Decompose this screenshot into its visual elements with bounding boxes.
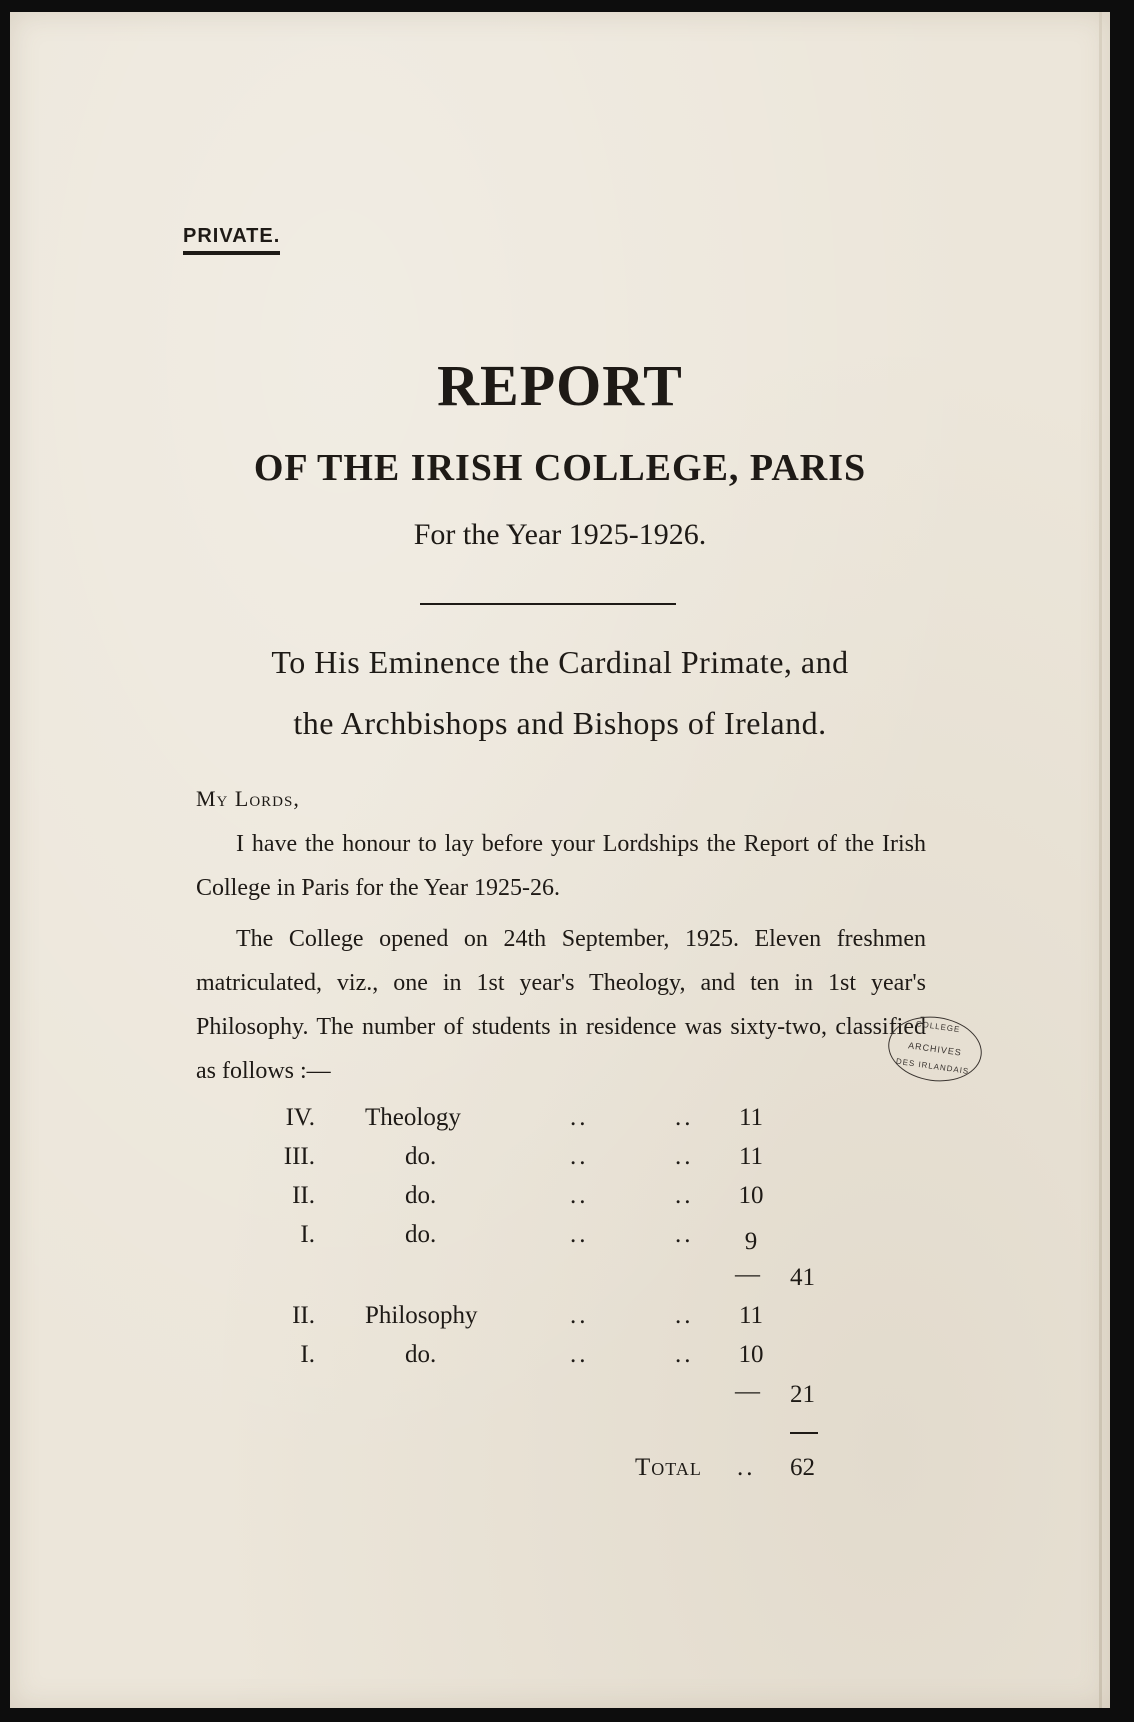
total-value: 62 xyxy=(790,1454,815,1481)
total-rule xyxy=(790,1432,818,1434)
leader-dots: .. xyxy=(570,1341,589,1368)
stamp-bottom-text: DES IRLANDAIS xyxy=(895,1056,970,1076)
page-edge xyxy=(1099,12,1102,1708)
student-count: 11 xyxy=(738,1143,764,1170)
student-count: 11 xyxy=(738,1104,764,1131)
report-title: REPORT xyxy=(437,353,683,418)
year-numeral: I. xyxy=(300,1341,315,1368)
stamp-top-text: COLLEGE xyxy=(915,1019,961,1035)
subtotal-dash: — xyxy=(735,1261,760,1288)
year-numeral: IV. xyxy=(285,1104,315,1131)
stamp-middle-text: ARCHIVES xyxy=(907,1040,963,1058)
department: do. xyxy=(405,1221,437,1248)
leader-dots: .. xyxy=(675,1302,694,1329)
leader-dots: .. xyxy=(570,1104,589,1131)
paragraph-2: The College opened on 24th September, 1925. Eleven freshmen matriculated, viz., one in 1st year's Theology, and ten in 1st year's Philosophy. The number of students in residence was sixty-two, classified as follows :— xyxy=(196,926,926,1084)
leader-dots: .. xyxy=(675,1182,694,1209)
paragraph-1: I have the honour to lay before your Lordships the Report of the Irish College in Paris for the Year 1925-26. xyxy=(196,831,926,901)
address-line-2: the Archbishops and Bishops of Ireland. xyxy=(293,705,827,741)
philosophy-subtotal: 21 xyxy=(790,1381,815,1408)
leader-dots: .. xyxy=(675,1221,694,1248)
leader-dots: .. xyxy=(570,1221,589,1248)
student-count: 10 xyxy=(738,1341,764,1368)
leader-dots: .. xyxy=(570,1143,589,1170)
year-numeral: II. xyxy=(292,1182,315,1209)
department: Philosophy xyxy=(365,1302,478,1329)
department: do. xyxy=(405,1182,437,1209)
total-label: Total xyxy=(635,1454,702,1481)
document-page xyxy=(10,12,1110,1708)
report-subtitle: OF THE IRISH COLLEGE, PARIS xyxy=(253,447,867,489)
private-label: PRIVATE. xyxy=(183,225,280,255)
title-divider xyxy=(420,603,676,605)
year-numeral: II. xyxy=(292,1302,315,1329)
student-count: 9 xyxy=(744,1228,758,1255)
leader-dots: .. xyxy=(737,1454,756,1481)
subtotal-dash: — xyxy=(735,1378,760,1405)
salutation: My Lords, xyxy=(196,786,300,811)
year-numeral: I. xyxy=(300,1221,315,1248)
leader-dots: .. xyxy=(675,1143,694,1170)
department: Theology xyxy=(365,1104,461,1131)
department: do. xyxy=(405,1143,437,1170)
address-line-1: To His Eminence the Cardinal Primate, and xyxy=(271,644,849,680)
report-year: For the Year 1925-1926. xyxy=(413,518,707,551)
student-count: 11 xyxy=(738,1302,764,1329)
leader-dots: .. xyxy=(570,1182,589,1209)
theology-subtotal: 41 xyxy=(790,1264,815,1291)
leader-dots: .. xyxy=(675,1341,694,1368)
leader-dots: .. xyxy=(570,1302,589,1329)
department: do. xyxy=(405,1341,437,1368)
year-numeral: III. xyxy=(283,1143,315,1170)
leader-dots: .. xyxy=(675,1104,694,1131)
student-count: 10 xyxy=(738,1182,764,1209)
